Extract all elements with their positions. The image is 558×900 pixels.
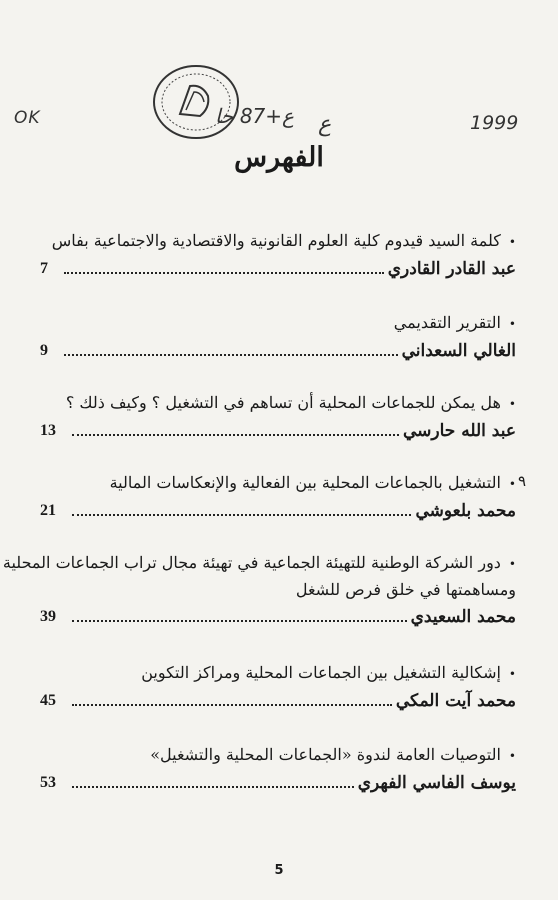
toc-entry[interactable] bbox=[40, 742, 516, 797]
toc-entry-title bbox=[40, 310, 516, 337]
toc-author-row bbox=[40, 603, 516, 631]
toc-entry[interactable] bbox=[40, 310, 516, 365]
toc-entry-title-text: إشكالية التشغيل بين الجماعات المحلية ومراكز التكوين bbox=[141, 663, 501, 682]
toc-entry-title-text: هل يمكن للجماعات المحلية أن تساهم في التشغيل ؟ وكيف ذلك ؟ bbox=[65, 393, 501, 412]
toc-author-row bbox=[40, 255, 516, 283]
toc-entry-title-text: التوصيات العامة لندوة «الجماعات المحلية والتشغيل» bbox=[150, 745, 501, 764]
toc-author: عبد القادر القادري bbox=[387, 258, 516, 279]
toc-author-row bbox=[40, 417, 516, 445]
dot-leader bbox=[64, 354, 398, 356]
toc-entry-title-text: التقرير التقديمي bbox=[393, 313, 501, 332]
toc-page-number: 39 bbox=[40, 607, 56, 625]
toc-page-number: 45 bbox=[40, 691, 56, 709]
toc-author: محمد آيت المكي bbox=[395, 690, 516, 711]
toc-entry-title bbox=[40, 577, 516, 603]
toc-author: عبد الله حارسي bbox=[403, 420, 516, 441]
bullet-icon: • bbox=[508, 476, 516, 491]
dot-leader bbox=[72, 620, 407, 622]
toc-entry-title bbox=[40, 660, 516, 687]
handwritten-code-note: ع+87 حا bbox=[215, 104, 294, 128]
bullet-icon: • bbox=[508, 234, 516, 249]
toc-entry-title-text: التشغيل بالجماعات المحلية بين الفعالية والإنعكاسات المالية bbox=[109, 473, 501, 492]
toc-entry[interactable] bbox=[40, 390, 516, 445]
bullet-icon: • bbox=[508, 666, 516, 681]
page-title: الفهرس bbox=[234, 142, 324, 173]
toc-entry-title-text: كلمة السيد قيدوم كلية العلوم القانونية والاقتصادية والاجتماعية بفاس bbox=[51, 231, 501, 250]
toc-author-row bbox=[40, 769, 516, 797]
toc-page-number: 13 bbox=[40, 421, 56, 439]
library-stamp-icon bbox=[150, 62, 242, 142]
toc-author-row bbox=[40, 337, 516, 365]
toc-author: محمد السعيدي bbox=[410, 606, 516, 627]
bullet-icon: • bbox=[508, 316, 516, 331]
toc-entry[interactable] bbox=[40, 470, 527, 525]
toc-entry-title bbox=[2, 550, 516, 577]
toc-entry[interactable] bbox=[40, 660, 516, 715]
toc-entry-title bbox=[40, 470, 516, 497]
toc-author: محمد بلعوشي bbox=[415, 500, 516, 521]
dot-leader bbox=[72, 514, 411, 516]
handwritten-ain-note: ع bbox=[318, 112, 332, 137]
toc-entry-title-text: دور الشركة الوطنية للتهيئة الجماعية في تهيئة مجال تراب الجماعات المحلية bbox=[2, 553, 501, 572]
handwritten-year-note: 1999 bbox=[470, 112, 519, 134]
toc-page-number: 9 bbox=[40, 341, 48, 359]
bullet-icon: • bbox=[508, 396, 516, 411]
handwritten-ok-note: OK bbox=[14, 108, 41, 128]
dot-leader bbox=[72, 704, 392, 706]
toc-page-number: 21 bbox=[40, 501, 56, 519]
toc-entry-title bbox=[40, 742, 516, 769]
handwritten-margin-mark: ٩ bbox=[518, 472, 527, 490]
toc-entry-title bbox=[40, 390, 516, 417]
dot-leader bbox=[72, 434, 399, 436]
bullet-icon: • bbox=[508, 748, 516, 763]
toc-entry[interactable] bbox=[40, 228, 516, 283]
toc-author-row bbox=[40, 497, 516, 525]
toc-page-number: 53 bbox=[40, 773, 56, 791]
toc-author: يوسف الفاسي الفهري bbox=[357, 772, 516, 793]
toc-entry[interactable] bbox=[2, 550, 516, 631]
toc-entry-title bbox=[40, 228, 516, 255]
toc-author: الغالي السعداني bbox=[401, 340, 516, 361]
toc-entry-title-text: ومساهمتها في خلق فرص للشغل bbox=[295, 579, 516, 599]
toc-page-number: 7 bbox=[40, 259, 48, 277]
bullet-icon: • bbox=[508, 556, 516, 571]
dot-leader bbox=[64, 272, 384, 274]
page-number: 5 bbox=[274, 863, 284, 878]
toc-author-row bbox=[40, 687, 516, 715]
dot-leader bbox=[72, 786, 354, 788]
